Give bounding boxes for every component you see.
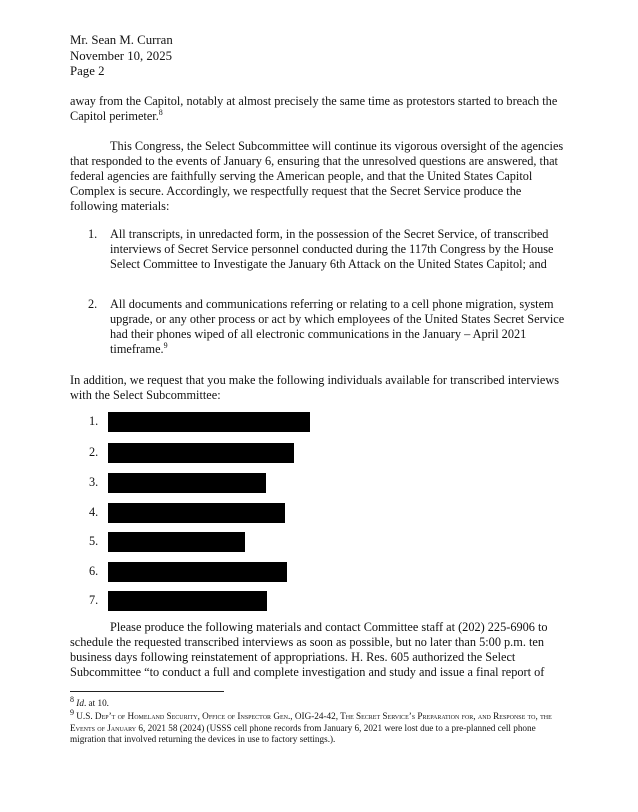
footnote-text: . at 10. [83, 698, 109, 708]
paragraph-continuation-text: away from the Capitol, notably at almost precisely the same time as protestors started to breach the Capitol perimeter. [70, 94, 558, 123]
letter-date: November 10, 2025 [70, 48, 173, 63]
request-text: All transcripts, in unredacted form, in the possession of the Secret Service, of transcribed interviews of Secret Service personnel conducted during the 117th Congress by the House Select Committee to Investigate the January 6th Attack on the United States Capitol; and [110, 227, 554, 271]
letter-header [70, 33, 173, 80]
individual-number: 7. [89, 593, 99, 607]
individual-number: 5. [89, 534, 99, 548]
footnote-number: 8 [70, 694, 74, 704]
individual-number: 2. [89, 445, 99, 459]
footnote-ref-8: 8 [158, 107, 163, 117]
redaction-bar [108, 443, 294, 463]
footnote-9 [70, 707, 570, 746]
redaction-bar [108, 503, 285, 523]
footnote-text: 58 (2024) (USSS cell phone records from January 6, 2021 were lost due to a pre-planned cell phone migration that involved returning the devices in use to factory settings.). [70, 722, 536, 744]
individual-number: 4. [89, 505, 99, 519]
footnote-number: 9 [70, 707, 74, 717]
redaction-bar [108, 532, 245, 552]
paragraph-oversight: This Congress, the Select Subcommittee will continue its vigorous oversight of the agencies that responded to the events of January 6, ensuring that the unresolved questions are answered, that federal agencies are faithfully serving the American people, and that the United States Capitol Complex is secure. Accordingly, we respectfully request that the Secret Service produce the following materials: [70, 139, 564, 213]
redaction-bar [108, 473, 266, 493]
footnote-id: Id [76, 698, 84, 708]
request-text: All documents and communications referring or relating to a cell phone migration, system upgrade, or any other process or act by which employees of the United States Secret Service had their phones wiped of all electronic communications in the January – April 2021 timeframe. [110, 297, 565, 356]
addressee: Mr. Sean M. Curran [70, 33, 173, 47]
redaction-bar [108, 562, 287, 582]
footnote-divider [70, 691, 224, 692]
request-number: 2. [88, 297, 98, 311]
footnote-citation: U.S. Dep’t of Homeland Security, Office of Inspector Gen., OIG-24-42, The Secret Service’s Preparation for, and Response to, the Events of January 6, 2021 [70, 711, 552, 733]
request-item-2 [88, 297, 568, 357]
redaction-bar [108, 591, 267, 611]
redaction-bar [108, 412, 310, 432]
individual-number: 1. [89, 414, 99, 428]
paragraph-deadline: Please produce the following materials and contact Committee staff at (202) 225-6906 to schedule the requested transcribed interviews as soon as possible, but no later than 5:00 p.m. ten business days following reinstatement of appropriations. H. Res. 605 authorized the Select Subcommittee “to conduct a full and complete investigation and study and issue a final report of [70, 620, 548, 679]
footnote-8 [70, 694, 570, 710]
request-item-1 [88, 227, 568, 272]
paragraph-individuals: In addition, we request that you make the following individuals available for transcribed interviews with the Select Subcommittee: [70, 373, 560, 402]
footnote-ref-9: 9 [163, 340, 168, 350]
request-text-container [110, 297, 568, 357]
request-number: 1. [88, 227, 98, 241]
page-number: Page 2 [70, 64, 105, 78]
individual-number: 3. [89, 475, 99, 489]
individual-number: 6. [89, 564, 99, 578]
paragraph-continuation [70, 94, 570, 124]
